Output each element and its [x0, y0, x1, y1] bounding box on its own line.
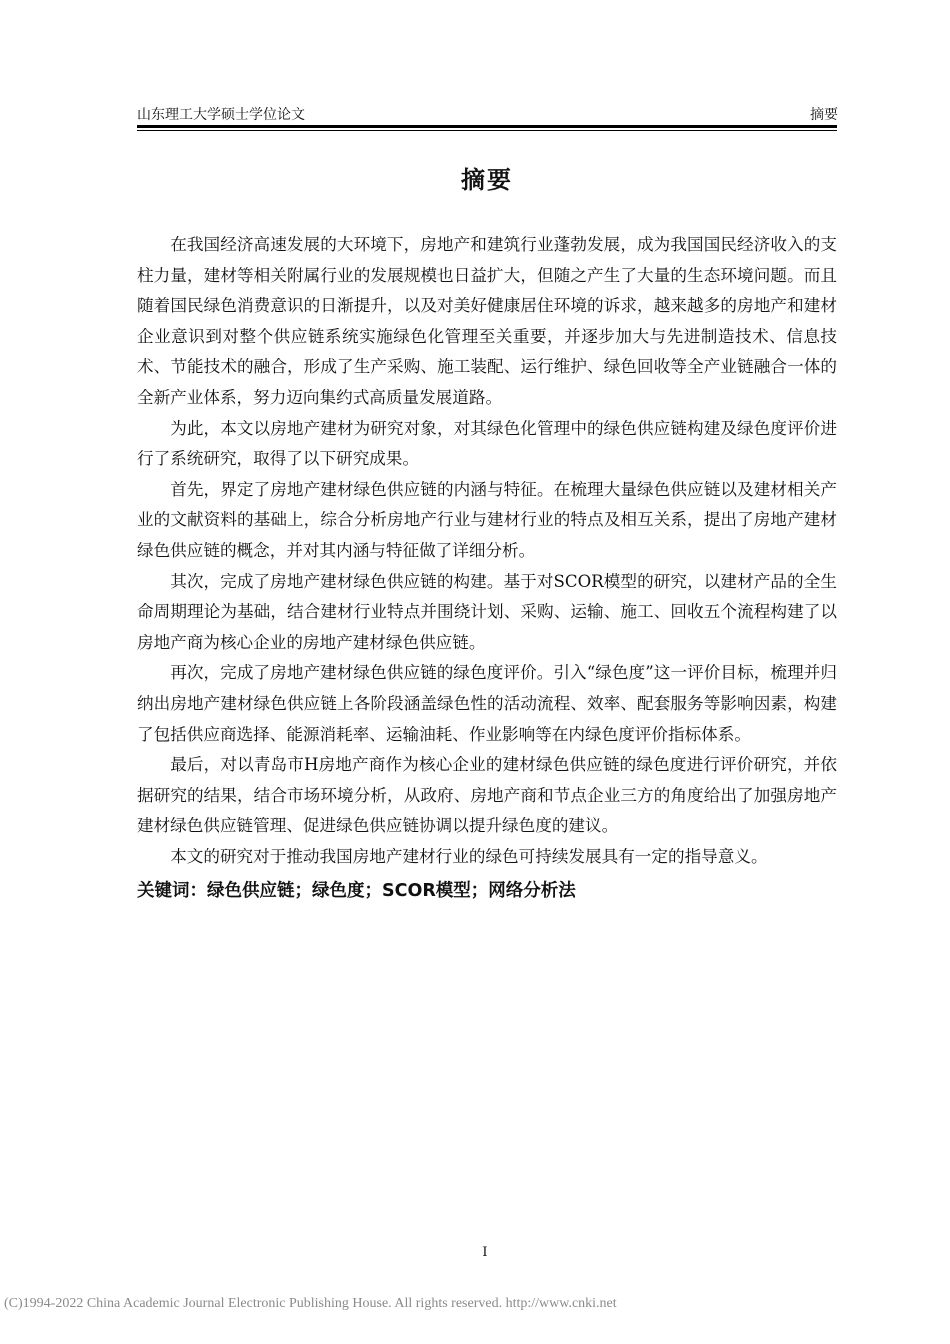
- header-thesis-title: 山东理工大学硕士学位论文: [137, 107, 305, 123]
- keywords-line: 关键词：绿色供应链；绿色度；SCOR模型；网络分析法: [137, 881, 576, 902]
- abstract-paragraph: 首先，界定了房地产建材绿色供应链的内涵与特征。在梳理大量绿色供应链以及建材相关产业的文献资料的基础上，综合分析房地产行业与建材行业的特点及相互关系，提出了房地产建材绿色供应链的概念，并对其内涵与特征做了详细分析。: [137, 479, 837, 560]
- abstract-paragraph: 在我国经济高速发展的大环境下，房地产和建筑行业蓬勃发展，成为我国国民经济收入的支柱力量，建材等相关附属行业的发展规模也日益扩大，但随之产生了大量的生态环境问题。而且随着国民绿色消费意识的日渐提升，以及对美好健康居住环境的诉求，越来越多的房地产和建材企业意识到对整个供应链系统实施绿色化管理至关重要，并逐步加大与先进制造技术、信息技术、节能技术的融合，形成了生产采购、施工装配、运行维护、绿色回收等全产业链融合一体的全新产业体系，努力迈向集约式高质量发展道路。: [137, 235, 837, 407]
- header-rule-thin: [137, 130, 837, 131]
- abstract-paragraph: 本文的研究对于推动我国房地产建材行业的绿色可持续发展具有一定的指导意义。: [170, 846, 768, 866]
- abstract-body: [137, 230, 837, 906]
- abstract-paragraph: 最后，对以青岛市H房地产商作为核心企业的建材绿色供应链的绿色度进行评价研究，并依据研究的结果，结合市场环境分析，从政府、房地产商和节点企业三方的角度给出了加强房地产建材绿色供应链管理、促进绿色供应链协调以提升绿色度的建议。: [137, 755, 837, 836]
- abstract-paragraph: 其次，完成了房地产建材绿色供应链的构建。基于对SCOR模型的研究，以建材产品的全生命周期理论为基础，结合建材行业特点并围绕计划、采购、运输、施工、回收五个流程构建了以房地产商为核心企业的房地产建材绿色供应链。: [137, 571, 837, 652]
- header-rule-thick: [137, 125, 837, 128]
- abstract-paragraph: 为此，本文以房地产建材为研究对象，对其绿色化管理中的绿色供应链构建及绿色度评价进行了系统研究，取得了以下研究成果。: [137, 418, 837, 469]
- abstract-paragraph: 再次，完成了房地产建材绿色供应链的绿色度评价。引入“绿色度”这一评价目标，梳理并归纳出房地产建材绿色供应链上各阶段涵盖绿色性的活动流程、效率、配套服务等影响因素，构建了包括供应商选择、能源消耗率、运输油耗、作业影响等在内绿色度评价指标体系。: [137, 663, 837, 744]
- running-header: [137, 104, 838, 124]
- header-section-name: 摘要: [810, 107, 838, 123]
- copyright-footer: (C)1994-2022 China Academic Journal Electronic Publishing House. All rights reserved. http://www.cnki.net: [4, 1296, 617, 1311]
- page-title: 摘要: [461, 166, 513, 194]
- page-number: I: [482, 1245, 488, 1260]
